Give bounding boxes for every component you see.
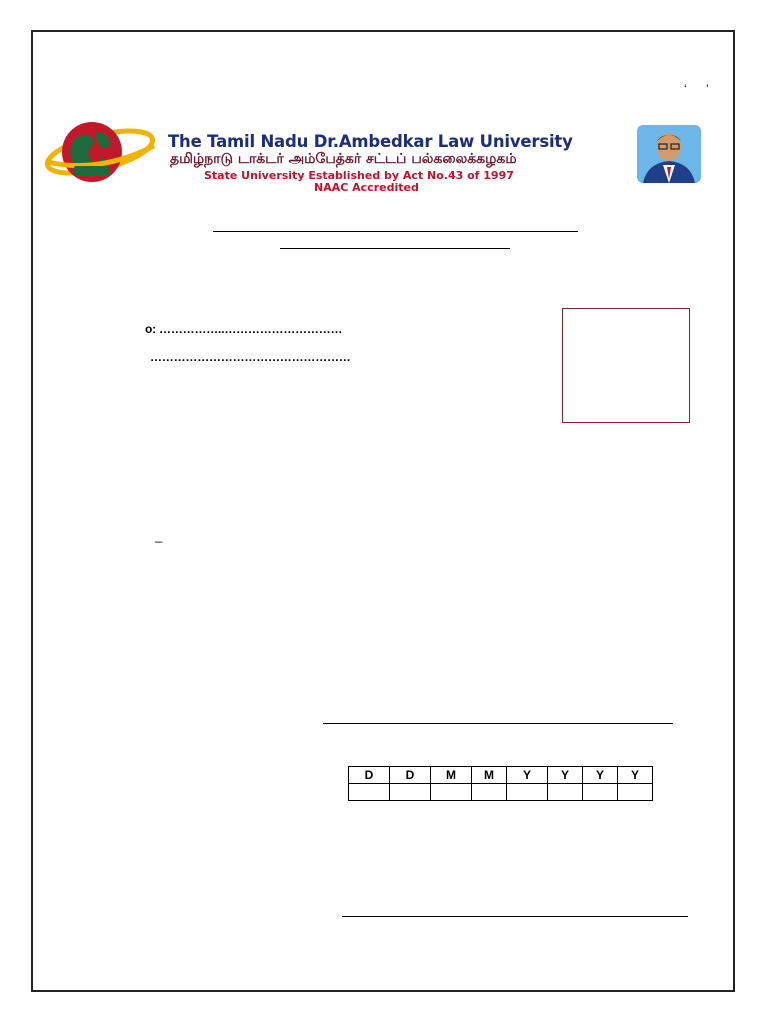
date-grid-header-year-2: Y <box>548 767 583 784</box>
date-input-year-4[interactable] <box>618 784 653 801</box>
date-grid-header-month-1: M <box>431 767 472 784</box>
date-grid-header-month-2: M <box>472 767 507 784</box>
university-name-tamil: தமிழ்நாடு டாக்டர் அம்பேத்கர் சட்டப் பல்கலைக்கழகம் <box>170 151 517 167</box>
date-input-year-2[interactable] <box>548 784 583 801</box>
date-input-month-2[interactable] <box>472 784 507 801</box>
date-input-year-1[interactable] <box>507 784 548 801</box>
form-field-one[interactable]: o: ……………..………………………… <box>145 322 343 336</box>
form-field-two[interactable]: …………………………………………… <box>150 350 351 364</box>
portrait-photo-icon <box>637 125 701 183</box>
date-grid-header-year-3: Y <box>583 767 618 784</box>
date-grid-header-year-4: Y <box>618 767 653 784</box>
date-input-day-1[interactable] <box>349 784 390 801</box>
signature-line-lower[interactable] <box>342 916 688 917</box>
globe-logo-icon <box>44 118 156 184</box>
signature-line-upper[interactable] <box>323 723 673 724</box>
date-grid-header-day-2: D <box>390 767 431 784</box>
date-input-month-1[interactable] <box>431 784 472 801</box>
date-input-year-3[interactable] <box>583 784 618 801</box>
establishment-act: State University Established by Act No.43 of 1997 <box>204 169 514 182</box>
photo-box[interactable] <box>562 308 690 423</box>
date-entry-grid <box>348 766 653 801</box>
title-underline-short <box>280 248 510 249</box>
date-input-day-2[interactable] <box>390 784 431 801</box>
accreditation-label: NAAC Accredited <box>314 181 419 194</box>
date-grid-header-year-1: Y <box>507 767 548 784</box>
date-grid-header-row <box>349 767 653 784</box>
university-header <box>44 118 704 194</box>
small-dash-mark: _ <box>155 528 163 543</box>
corner-marks: ‘ ’ <box>684 82 717 96</box>
title-underline-long <box>213 231 578 232</box>
date-grid-input-row <box>349 784 653 801</box>
date-grid-header-day-1: D <box>349 767 390 784</box>
university-name: The Tamil Nadu Dr.Ambedkar Law University <box>168 132 573 151</box>
